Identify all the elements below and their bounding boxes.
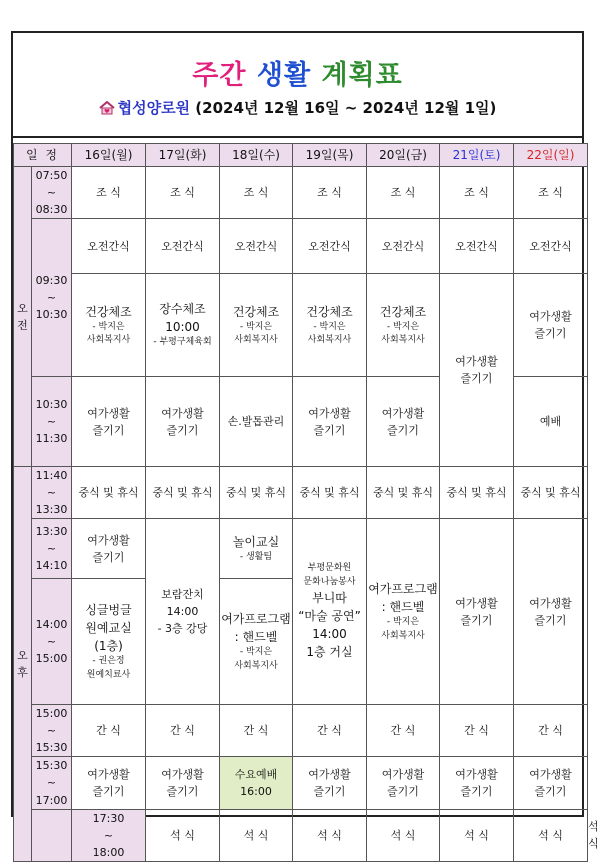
activity-sub: - 박지은 사회복지사	[381, 617, 425, 641]
activity-title: 장수체조 10:00	[159, 302, 206, 335]
row-lunch	[14, 467, 588, 519]
snack-cell: 간 식	[293, 705, 367, 757]
leisure-cell: 여가생활 즐기기	[367, 757, 440, 809]
leisure-cell: 여가생활 즐기기	[72, 757, 146, 809]
exercise-cell	[220, 274, 293, 377]
snack-cell: 간 식	[146, 705, 220, 757]
time-cell: 13:30 ~ 14:10	[32, 519, 72, 579]
play-class-cell	[220, 519, 293, 579]
snack-cell: 간 식	[72, 705, 146, 757]
period-text: (2024년 12월 16일 ~ 2024년 12월 1일)	[195, 99, 497, 117]
activity-title: 놀이교실	[232, 535, 280, 550]
row-dinner: 17:30 ~ 18:00 석 식 석 식 석 식 석 식 석 식 석 식 석 식	[14, 809, 588, 861]
lunch-cell: 중식 및 휴식	[514, 467, 588, 519]
weekly-schedule-table	[13, 143, 599, 862]
magic-show-cell	[293, 519, 367, 705]
activity-sub: - 박지은 사회복지사	[381, 321, 425, 346]
row-breakfast	[14, 167, 588, 219]
activity-title: 여가프로그램 : 핸드벨	[368, 582, 438, 615]
activity-sub: - 권은정 원예치료사	[86, 656, 131, 680]
row-1330	[14, 519, 588, 579]
pm-label: 오 후	[14, 467, 32, 862]
activity-sub: - 박지은 사회복지사	[86, 321, 131, 346]
leisure-cell: 여가생활 즐기기	[72, 377, 146, 467]
leisure-cell: 여가생활 즐기기	[146, 757, 220, 809]
breakfast-cell: 조 식	[440, 167, 514, 219]
activity-sub: - 박지은 사회복지사	[307, 321, 352, 346]
row-1530	[14, 757, 588, 809]
subtitle	[13, 97, 582, 118]
page-title	[13, 53, 582, 92]
day-header-sun: 22일(일)	[514, 144, 588, 167]
title-word-2: 생활	[256, 60, 312, 91]
dinner-cell: 석 식	[514, 809, 588, 861]
leisure-cell: 여가생활 즐기기	[72, 519, 146, 579]
leisure-cell: 여가생활 즐기기	[440, 757, 514, 809]
time-cell: 07:50 ~ 08:30	[32, 167, 72, 219]
activity-title: 부니따 “마술 공연” 14:00 1층 거실	[298, 591, 361, 660]
festival-cell: 보람잔치 14:00 - 3층 강당	[146, 519, 220, 705]
time-cell: 11:40 ~ 13:30	[32, 467, 72, 519]
am-snack-cell: 오전간식	[220, 219, 293, 274]
leisure-cell: 여가생활 즐기기	[146, 377, 220, 467]
nail-care-cell: 손.발톱관리	[220, 377, 293, 467]
leisure-cell: 여가생활 즐기기	[440, 519, 514, 705]
leisure-cell: 여가생활 즐기기	[440, 274, 514, 467]
lunch-cell: 중식 및 휴식	[146, 467, 220, 519]
title-word-3: 계획표	[321, 60, 403, 91]
time-cell: 15:30 ~ 17:00	[32, 757, 72, 809]
row-am-snack	[14, 219, 588, 274]
day-header-mon: 16일(월)	[72, 144, 146, 167]
dinner-cell: 석 식	[220, 809, 293, 861]
activity-title: 싱글벙글 원예교실 (1층)	[85, 603, 132, 654]
leisure-cell: 여가생활 즐기기	[514, 519, 588, 705]
am-snack-cell: 오전간식	[367, 219, 440, 274]
am-snack-cell: 오전간식	[293, 219, 367, 274]
snack-cell: 간 식	[440, 705, 514, 757]
handbell-cell	[220, 579, 293, 705]
activity-sub: - 박지은 사회복지사	[234, 321, 278, 346]
time-cell: 10:30 ~ 11:30	[32, 377, 72, 467]
breakfast-cell: 조 식	[220, 167, 293, 219]
am-snack-cell: 오전간식	[440, 219, 514, 274]
time-cell: 15:00 ~ 15:30	[32, 705, 72, 757]
lunch-cell: 중식 및 휴식	[440, 467, 514, 519]
time-cell: 17:30 ~ 18:00	[72, 809, 146, 861]
dinner-cell: 석 식	[367, 809, 440, 861]
lunch-cell: 중식 및 휴식	[72, 467, 146, 519]
activity-title: 건강체조	[232, 304, 280, 319]
breakfast-cell: 조 식	[146, 167, 220, 219]
corner-cell: 일 정	[14, 144, 72, 167]
activity-title: 건강체조	[85, 304, 132, 319]
empty-side-cell	[32, 809, 72, 861]
activity-title: 건강체조	[379, 304, 427, 319]
lunch-cell: 중식 및 휴식	[367, 467, 440, 519]
gardening-cell	[72, 579, 146, 705]
activity-sub: - 박지은 사회복지사	[234, 647, 278, 671]
row-exercise	[14, 274, 588, 377]
time-cell: 09:30 ~ 10:30	[32, 219, 72, 377]
activity-title: 건강체조	[306, 304, 353, 319]
dinner-cell: 석 식	[146, 809, 220, 861]
am-snack-cell: 오전간식	[514, 219, 588, 274]
snack-cell: 간 식	[220, 705, 293, 757]
time-cell: 14:00 ~ 15:00	[32, 579, 72, 705]
exercise-cell	[293, 274, 367, 377]
leisure-cell: 여가생활 즐기기	[514, 274, 588, 377]
snack-cell: 간 식	[514, 705, 588, 757]
lunch-cell: 중식 및 휴식	[293, 467, 367, 519]
am-label: 오 전	[14, 167, 32, 467]
leisure-cell: 여가생활 즐기기	[293, 757, 367, 809]
leisure-cell: 여가생활 즐기기	[293, 377, 367, 467]
activity-sub: - 부평구체육회	[153, 337, 212, 348]
house-heart-icon	[99, 101, 115, 115]
day-header-wed: 18일(수)	[220, 144, 293, 167]
am-snack-cell: 오전간식	[146, 219, 220, 274]
title-word-1: 주간	[192, 60, 247, 91]
header-row	[14, 144, 588, 167]
exercise-cell	[367, 274, 440, 377]
worship-cell: 예배	[514, 377, 588, 467]
activity-sub: 부평문화원 문화나눔봉사	[303, 563, 356, 587]
breakfast-cell: 조 식	[293, 167, 367, 219]
document-header	[13, 33, 582, 138]
day-header-fri: 20일(금)	[367, 144, 440, 167]
breakfast-cell: 조 식	[514, 167, 588, 219]
org-name: 협성양로원	[117, 99, 191, 117]
day-header-tue: 17일(화)	[146, 144, 220, 167]
lunch-cell: 중식 및 휴식	[220, 467, 293, 519]
am-snack-cell: 오전간식	[72, 219, 146, 274]
breakfast-cell: 조 식	[72, 167, 146, 219]
activity-sub: - 생활팀	[239, 552, 273, 563]
row-snack	[14, 705, 588, 757]
dinner-cell: 석 식	[440, 809, 514, 861]
handbell-cell	[367, 519, 440, 705]
exercise-cell	[72, 274, 146, 377]
wednesday-worship-cell: 수요예배 16:00	[220, 757, 293, 809]
dinner-cell: 석 식	[293, 809, 367, 861]
leisure-cell: 여가생활 즐기기	[514, 757, 588, 809]
activity-title: 여가프로그램 : 핸드벨	[221, 612, 291, 645]
snack-cell: 간 식	[367, 705, 440, 757]
leisure-cell: 여가생활 즐기기	[367, 377, 440, 467]
exercise-cell	[146, 274, 220, 377]
day-header-thu: 19일(목)	[293, 144, 367, 167]
breakfast-cell: 조 식	[367, 167, 440, 219]
day-header-sat: 21일(토)	[440, 144, 514, 167]
